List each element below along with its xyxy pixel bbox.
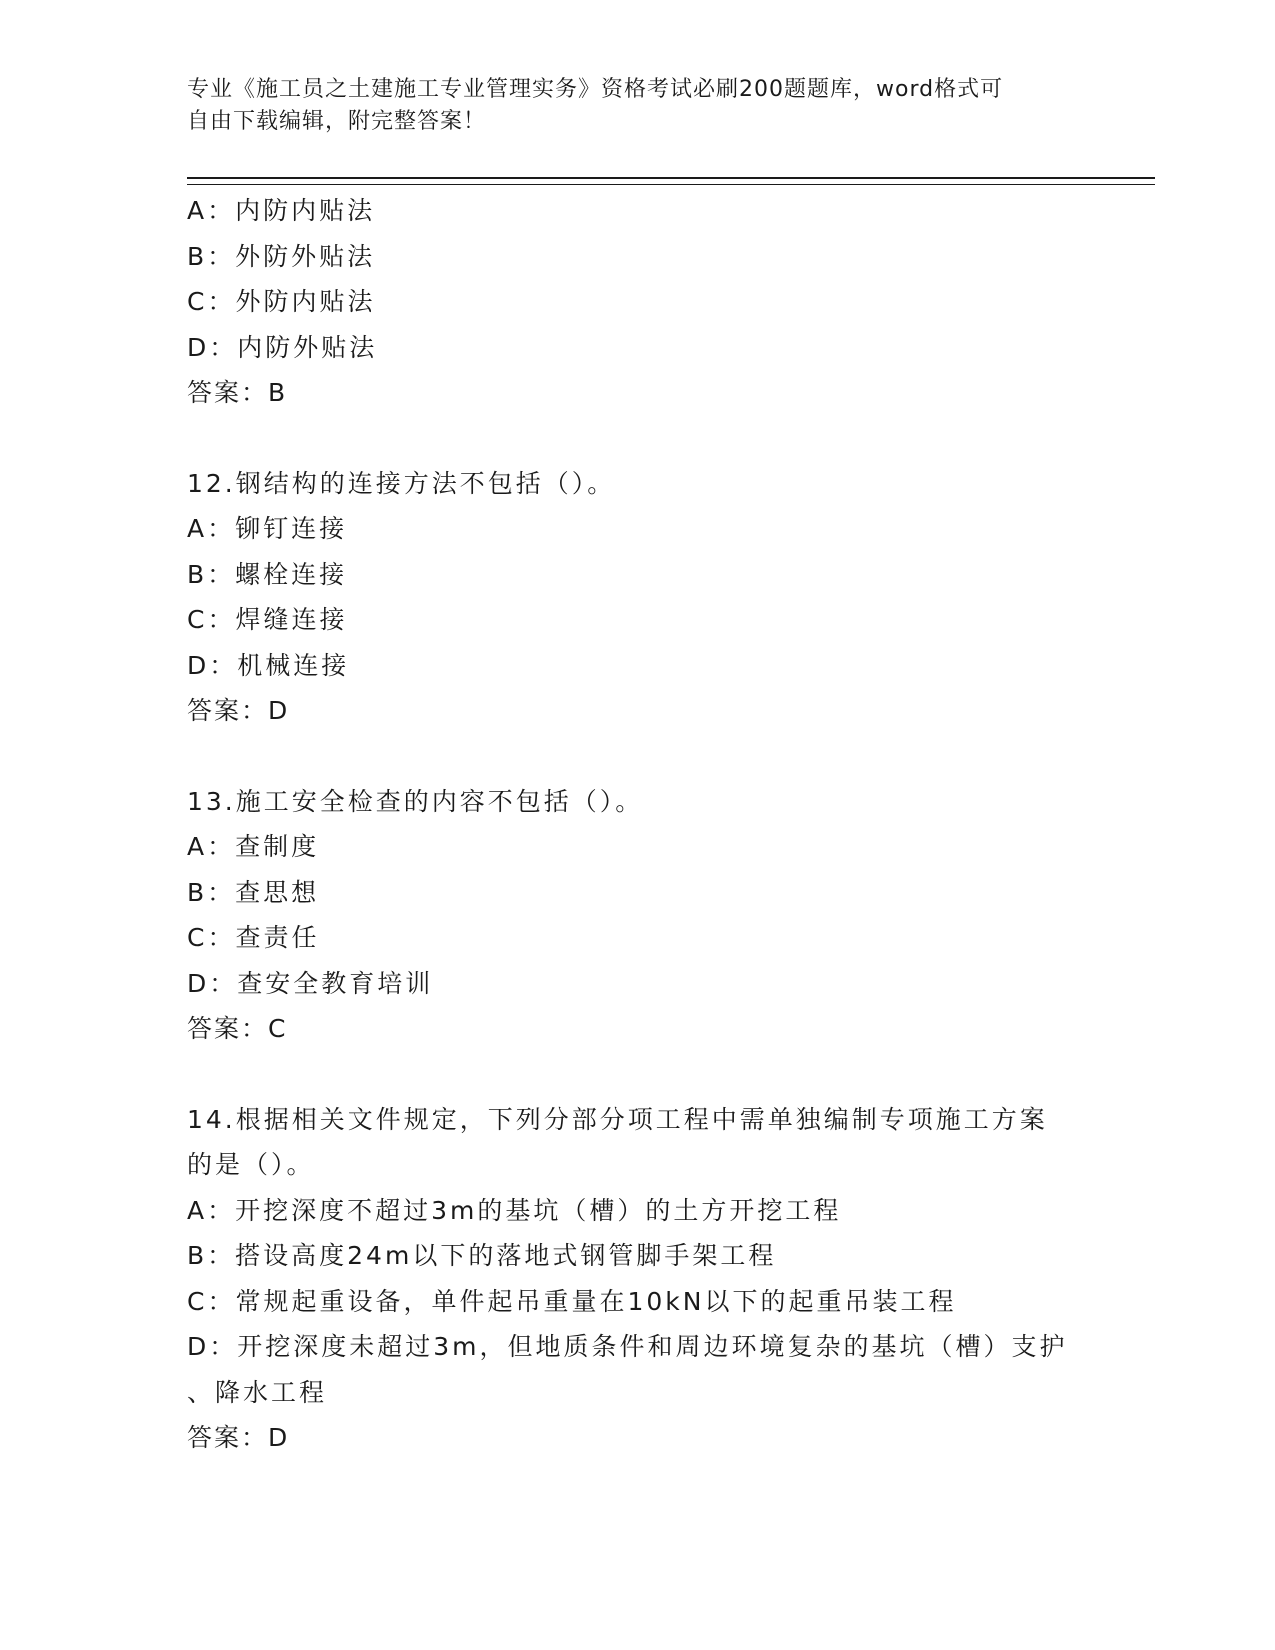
answer: 答案：D (187, 696, 290, 725)
option-a: A：查制度 (187, 832, 320, 861)
spacer (187, 1052, 1087, 1097)
option-d: D：机械连接 (187, 650, 350, 680)
option-c: C：常规起重设备，单件起吊重量在10kN以下的起重吊装工程 (187, 1286, 957, 1316)
question-13 (187, 779, 1087, 1052)
option-b: B：搭设高度24m以下的落地式钢管脚手架工程 (187, 1241, 777, 1270)
option-d: D：内防外贴法 (187, 332, 378, 362)
option-a: A：开挖深度不超过3m的基坑（槽）的土方开挖工程 (187, 1195, 842, 1225)
question-11 (187, 188, 1087, 416)
header-line-2: 自由下载编辑，附完整答案！ (187, 109, 487, 134)
answer: 答案：B (187, 378, 288, 407)
question-12 (187, 461, 1087, 734)
question-list (187, 188, 1087, 1461)
answer: 答案：D (187, 1423, 290, 1452)
option-d: D：查安全教育培训 (187, 968, 434, 998)
header-line-1: 专业《施工员之土建施工专业管理实务》资格考试必刷200题题库，word格式可 (187, 77, 1004, 102)
option-d-line-1: D：开挖深度未超过3m，但地质条件和周边环境复杂的基坑（槽）支护 (187, 1332, 1068, 1361)
header-divider (187, 177, 1155, 185)
spacer (187, 416, 1087, 461)
option-d-line-2: 、降水工程 (187, 1377, 328, 1407)
question-stem: 12.钢结构的连接方法不包括（）。 (187, 468, 616, 498)
spacer (187, 734, 1087, 779)
question-stem: 13.施工安全检查的内容不包括（）。 (187, 786, 644, 816)
option-c: C：焊缝连接 (187, 605, 348, 634)
question-stem-line-2: 的是（）。 (187, 1150, 315, 1179)
answer: 答案：C (187, 1014, 288, 1043)
option-b: B：螺栓连接 (187, 559, 348, 589)
question-stem-line-1: 14.根据相关文件规定，下列分部分项工程中需单独编制专项施工方案 (187, 1104, 1048, 1134)
question-14 (187, 1097, 1087, 1461)
option-c: C：外防内贴法 (187, 287, 376, 316)
option-b: B：查思想 (187, 877, 320, 907)
option-a: A：铆钉连接 (187, 514, 348, 543)
page-header (187, 74, 1087, 138)
option-b: B：外防外贴法 (187, 241, 376, 271)
option-c: C：查责任 (187, 923, 320, 952)
option-a: A：内防内贴法 (187, 196, 376, 225)
